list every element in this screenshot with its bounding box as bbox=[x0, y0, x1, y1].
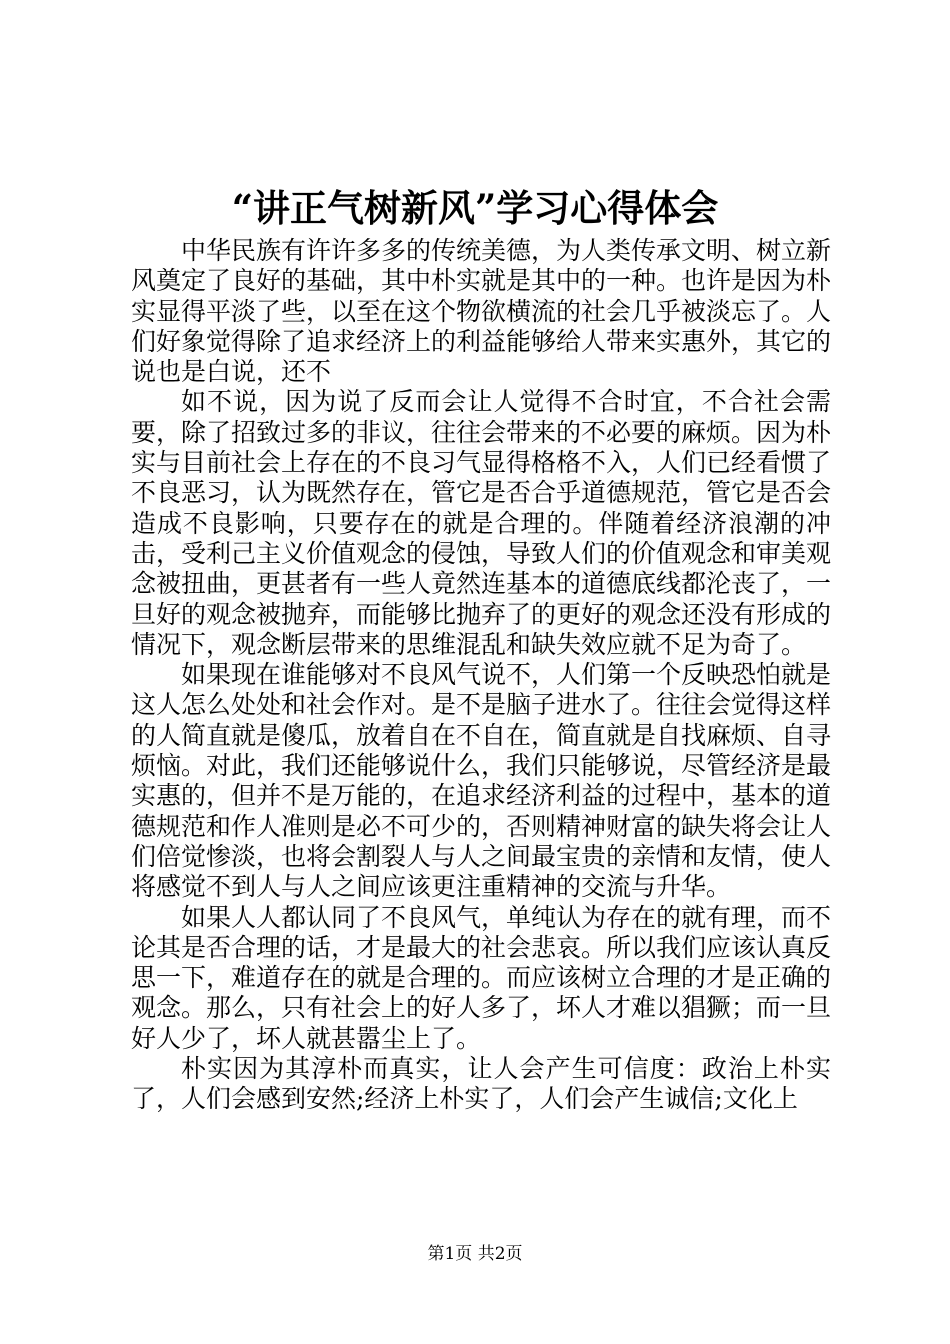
paragraph-5: 朴实因为其淳朴而真实，让人会产生可信度：政治上朴实了，人们会感到安然;经济上朴实了，人们会产生诚信;文化上 bbox=[131, 1054, 831, 1114]
paragraph-4: 如果人人都认同了不良风气，单纯认为存在的就有理，而不论其是否合理的话，才是最大的社会悲哀。所以我们应该认真反思一下，难道存在的就是合理的。而应该树立合理的才是正确的观念。那么，只有社会上的好人多了，坏人才难以猖獗；而一旦好人少了，坏人就甚嚣尘上了。 bbox=[131, 902, 832, 1053]
paragraph-3: 如果现在谁能够对不良风气说不，人们第一个反映恐怕就是这人怎么处处和社会作对。是不是脑子进水了。往往会觉得这样的人简直就是傻瓜，放着自在不自在，简直就是自找麻烦、自寻烦恼。对此，我们还能够说什么，我们只能够说，尽管经济是最实惠的，但并不是万能的，在追求经济利益的过程中，基本的道德规范和作人准则是必不可少的，否则精神财富的缺失将会让人们倍觉惨淡，也将会割裂人与人之间最宝贵的亲情和友情，使人将感觉不到人与人之间应该更注重精神的交流与升华。 bbox=[131, 660, 832, 902]
paragraph-1: 中华民族有许许多多的传统美德，为人类传承文明、树立新风奠定了良好的基础，其中朴实就是其中的一种。也许是因为朴实显得平淡了些，以至在这个物欲横流的社会几乎被淡忘了。人们好象觉得除了追求经济上的利益能够给人带来实惠外，其它的说也是白说，还不 bbox=[131, 236, 832, 387]
paragraph-2: 如不说，因为说了反而会让人觉得不合时宜，不合社会需要，除了招致过多的非议，往往会带来的不必要的麻烦。因为朴实与目前社会上存在的不良习气显得格格不入，人们已经看惯了不良恶习，认为既然存在，管它是否合乎道德规范，管它是否会造成不良影响，只要存在的就是合理的。伴随着经济浪潮的冲击，受利己主义价值观念的侵蚀，导致人们的价值观念和审美观念被扭曲，更甚者有一些人竟然连基本的道德底线都沦丧了，一旦好的观念被抛弃，而能够比抛弃了的更好的观念还没有形成的情况下，观念断层带来的思维混乱和缺失效应就不足为奇了。 bbox=[131, 387, 832, 659]
document-body bbox=[131, 236, 831, 1115]
page-footer: 第1页 共2页 bbox=[427, 1244, 523, 1264]
document-title: “讲正气树新风”学习心得体会 bbox=[231, 186, 719, 230]
